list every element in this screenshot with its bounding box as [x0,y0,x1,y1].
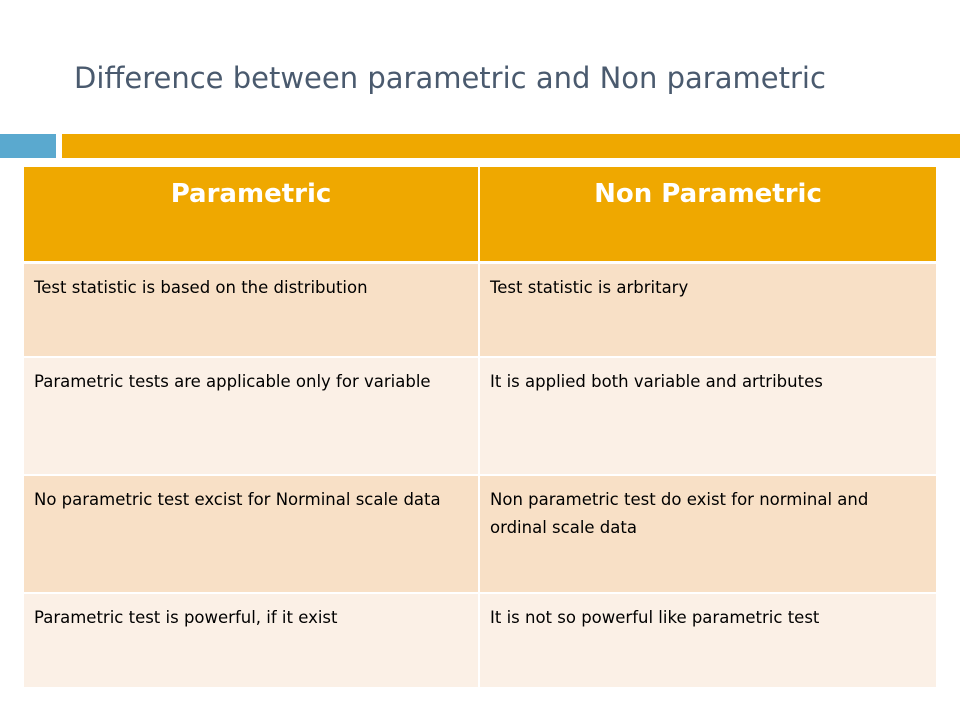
header-non-parametric: Non Parametric [479,167,936,262]
table-cell: Parametric tests are applicable only for variable [24,357,479,475]
header-parametric: Parametric [24,167,479,262]
table-cell: It is applied both variable and artributes [479,357,936,475]
accent-bar-blue [0,134,56,158]
slide-title: Difference between parametric and Non parametric [74,61,826,95]
table-header-row [24,167,936,262]
table-cell: Non parametric test do exist for norminal and ordinal scale data [479,475,936,593]
table-cell: Parametric test is powerful, if it exist [24,593,479,688]
comparison-table [24,167,936,689]
table-cell: Test statistic is based on the distribution [24,262,479,357]
table-row [24,475,936,593]
table-cell: No parametric test excist for Norminal scale data [24,475,479,593]
table-row [24,357,936,475]
table-cell: It is not so powerful like parametric test [479,593,936,688]
accent-bar-gold [62,134,960,158]
table-cell: Test statistic is arbritary [479,262,936,357]
table-row [24,262,936,357]
table-row [24,593,936,688]
